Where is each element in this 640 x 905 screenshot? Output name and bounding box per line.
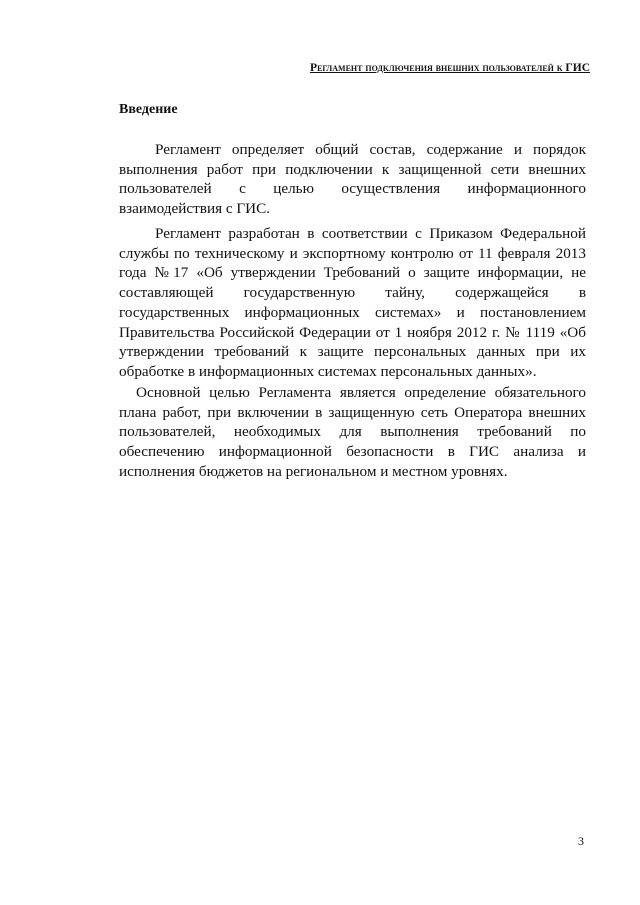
section-title: Введение	[119, 102, 178, 117]
paragraph-3: Основной целью Регламента является определение обязательного плана работ, при включении в защищенную сеть Оператора внешних пользователей, необходимых для выполнения требований по обеспечению информационной безопасности в ГИС анализа и исполнения бюджетов на региональном и местном уровнях.	[119, 384, 586, 480]
page-number: 3	[578, 834, 584, 848]
running-header: Регламент подключения внешних пользователей к ГИС	[310, 62, 590, 74]
paragraph-2: Регламент разработан в соответствии с Приказом Федеральной службы по техническому и экспортному контролю от 11 февраля 2013 года №17 «Об утверждении Требований о защите информации, не составляющей государственную тайну, содержащейся в государственных информационных системах» и постановлением Правительства Российской Федерации от 1 ноября 2012 г. № 1119 «Об утверждении требований к защите персональных данных при их обработке в информационных системах персональных данных».	[119, 225, 586, 380]
paragraph-1: Регламент определяет общий состав, содержание и порядок выполнения работ при подключении к защищенной сети внешних пользователей с целью осуществления информационного взаимодействия с ГИС.	[119, 141, 586, 218]
